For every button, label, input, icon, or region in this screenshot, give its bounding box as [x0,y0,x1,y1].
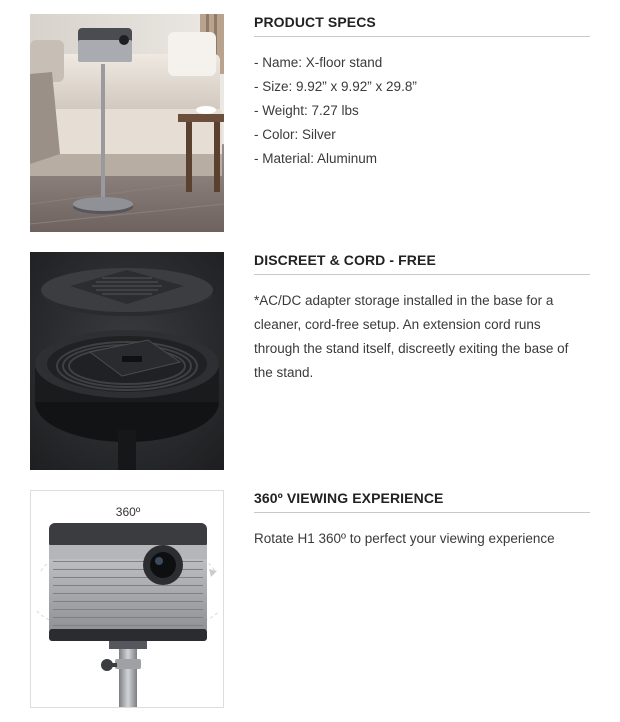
projector-rotation-photo [30,490,224,708]
rotation-360-label: 360º [115,505,141,519]
viewing-heading: 360º VIEWING EXPERIENCE [254,490,590,513]
spec-list [254,51,590,171]
living-room-stand-photo [30,14,224,232]
cord-free-description: *AC/DC adapter storage installed in the base for a cleaner, cord-free setup. An extension cord runs through the stand itself, discreetly exiting the base of the stand. [254,293,569,380]
spec-item-name: - Name: X-floor stand [254,55,383,70]
cord-free-section [0,252,620,472]
viewing-text [254,490,590,551]
cord-free-text [254,252,590,385]
spec-item-material: - Material: Aluminum [254,151,378,166]
stand-base-exploded-photo [30,252,224,470]
product-specs-text [254,14,590,171]
product-specs-section [0,14,620,234]
viewing-section [0,490,620,710]
product-specs-heading: PRODUCT SPECS [254,14,590,37]
cord-free-heading: DISCREET & CORD - FREE [254,252,590,275]
viewing-description: Rotate H1 360º to perfect your viewing experience [254,531,555,546]
spec-item-size: - Size: 9.92” x 9.92” x 29.8” [254,79,417,94]
spec-item-weight: - Weight: 7.27 lbs [254,103,359,118]
spec-item-color: - Color: Silver [254,127,336,142]
